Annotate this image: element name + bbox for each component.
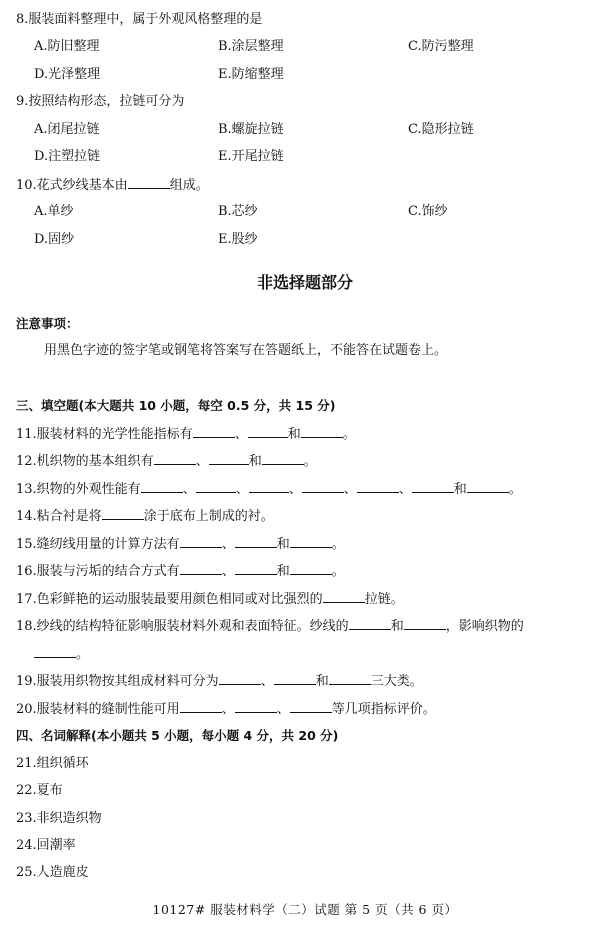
q9-option-a: A.闭尾拉链: [34, 122, 100, 137]
answer-blank: [329, 672, 371, 685]
q9-option-e: E.开尾拉链: [218, 149, 284, 164]
answer-blank: [34, 645, 76, 658]
question-20: 20.服装材料的缝制性能可用 、 、 等几项指标评价。: [16, 702, 436, 717]
notice-heading: 注意事项：: [16, 316, 79, 331]
answer-blank: [180, 700, 222, 713]
term-21: 21.组织循环: [16, 756, 89, 771]
answer-blank: [302, 480, 344, 493]
question-18: 18.纱线的结构特征影响服装材料外观和表面特征。纱线的 和 ，影响织物的: [16, 619, 524, 634]
answer-blank: [209, 452, 249, 465]
answer-blank: [219, 672, 261, 685]
answer-blank: [349, 617, 391, 630]
answer-blank: [180, 535, 222, 548]
question-12: 12.机织物的基本组织有 、 和 。: [16, 454, 317, 469]
term-25: 25.人造鹿皮: [16, 865, 89, 880]
q9-option-c: C.隐形拉链: [408, 122, 474, 137]
answer-blank: [193, 425, 235, 438]
question-11: 11.服装材料的光学性能指标有 、 和 。: [16, 427, 356, 442]
answer-blank: [404, 617, 446, 630]
q10-option-b: B.芯纱: [218, 204, 258, 219]
question-13: 13.织物的外观性能有 、 、 、 、 、 和 。: [16, 482, 522, 497]
answer-blank: [248, 425, 288, 438]
term-22: 22.夏布: [16, 783, 63, 798]
answer-blank: [412, 480, 454, 493]
question-15: 15.缝纫线用量的计算方法有 、 和 。: [16, 537, 345, 552]
answer-blank: [180, 562, 222, 575]
answer-blank: [128, 176, 170, 189]
question-19: 19.服装用织物按其组成材料可分为 、 和 三大类。: [16, 674, 423, 689]
answer-blank: [235, 562, 277, 575]
answer-blank: [467, 480, 509, 493]
q8-option-e: E.防缩整理: [218, 67, 284, 82]
answer-blank: [235, 535, 277, 548]
page-footer: 10127# 服装材料学（二）试题 第 5 页（共 6 页）: [152, 902, 458, 917]
answer-blank: [290, 535, 332, 548]
q9-option-d: D.注塑拉链: [34, 149, 101, 164]
answer-blank: [301, 425, 343, 438]
section-4-heading: 四、名词解释(本小题共 5 小题，每小题 4 分，共 20 分): [16, 728, 339, 743]
question-14: 14.粘合衬是将 涂于底布上制成的衬。: [16, 509, 274, 524]
question-16: 16.服装与污垢的结合方式有 、 和 。: [16, 564, 345, 579]
q10-option-e: E.股纱: [218, 232, 258, 247]
q8-option-a: A.防旧整理: [34, 39, 100, 54]
answer-blank: [249, 480, 289, 493]
question-17: 17.色彩鲜艳的运动服装最要用颜色相同或对比强烈的 拉链。: [16, 592, 404, 607]
part-title: 非选择题部分: [256, 273, 353, 292]
answer-blank: [235, 700, 277, 713]
answer-blank: [262, 452, 304, 465]
answer-blank: [141, 480, 183, 493]
q8-option-b: B.涂层整理: [218, 39, 284, 54]
answer-blank: [357, 480, 399, 493]
question-18-continued: 。: [34, 645, 596, 664]
section-3-heading: 三、填空题(本大题共 10 小题，每空 0.5 分，共 15 分): [16, 398, 336, 413]
q8-option-d: D.光泽整理: [34, 67, 101, 82]
question-9-stem: 9.按照结构形态，拉链可分为: [16, 94, 185, 109]
answer-blank: [290, 700, 332, 713]
q10-option-d: D.固纱: [34, 232, 75, 247]
answer-blank: [196, 480, 236, 493]
term-24: 24.回潮率: [16, 838, 76, 853]
q10-option-a: A.单纱: [34, 204, 74, 219]
term-23: 23.非织造织物: [16, 811, 102, 826]
question-8-stem: 8.服装面料整理中，属于外观风格整理的是: [16, 12, 263, 27]
answer-blank: [290, 562, 332, 575]
answer-blank: [102, 507, 144, 520]
q10-option-c: C.饰纱: [408, 204, 448, 219]
answer-blank: [323, 590, 365, 603]
q9-option-b: B.螺旋拉链: [218, 122, 284, 137]
answer-blank: [154, 452, 196, 465]
question-10-stem: 10.花式纱线基本由 组成。: [16, 178, 209, 193]
answer-blank: [274, 672, 316, 685]
notice-text: 用黑色字迹的签字笔或钢笔将答案写在答题纸上，不能答在试题卷上。: [44, 343, 448, 358]
q8-option-c: C.防污整理: [408, 39, 474, 54]
